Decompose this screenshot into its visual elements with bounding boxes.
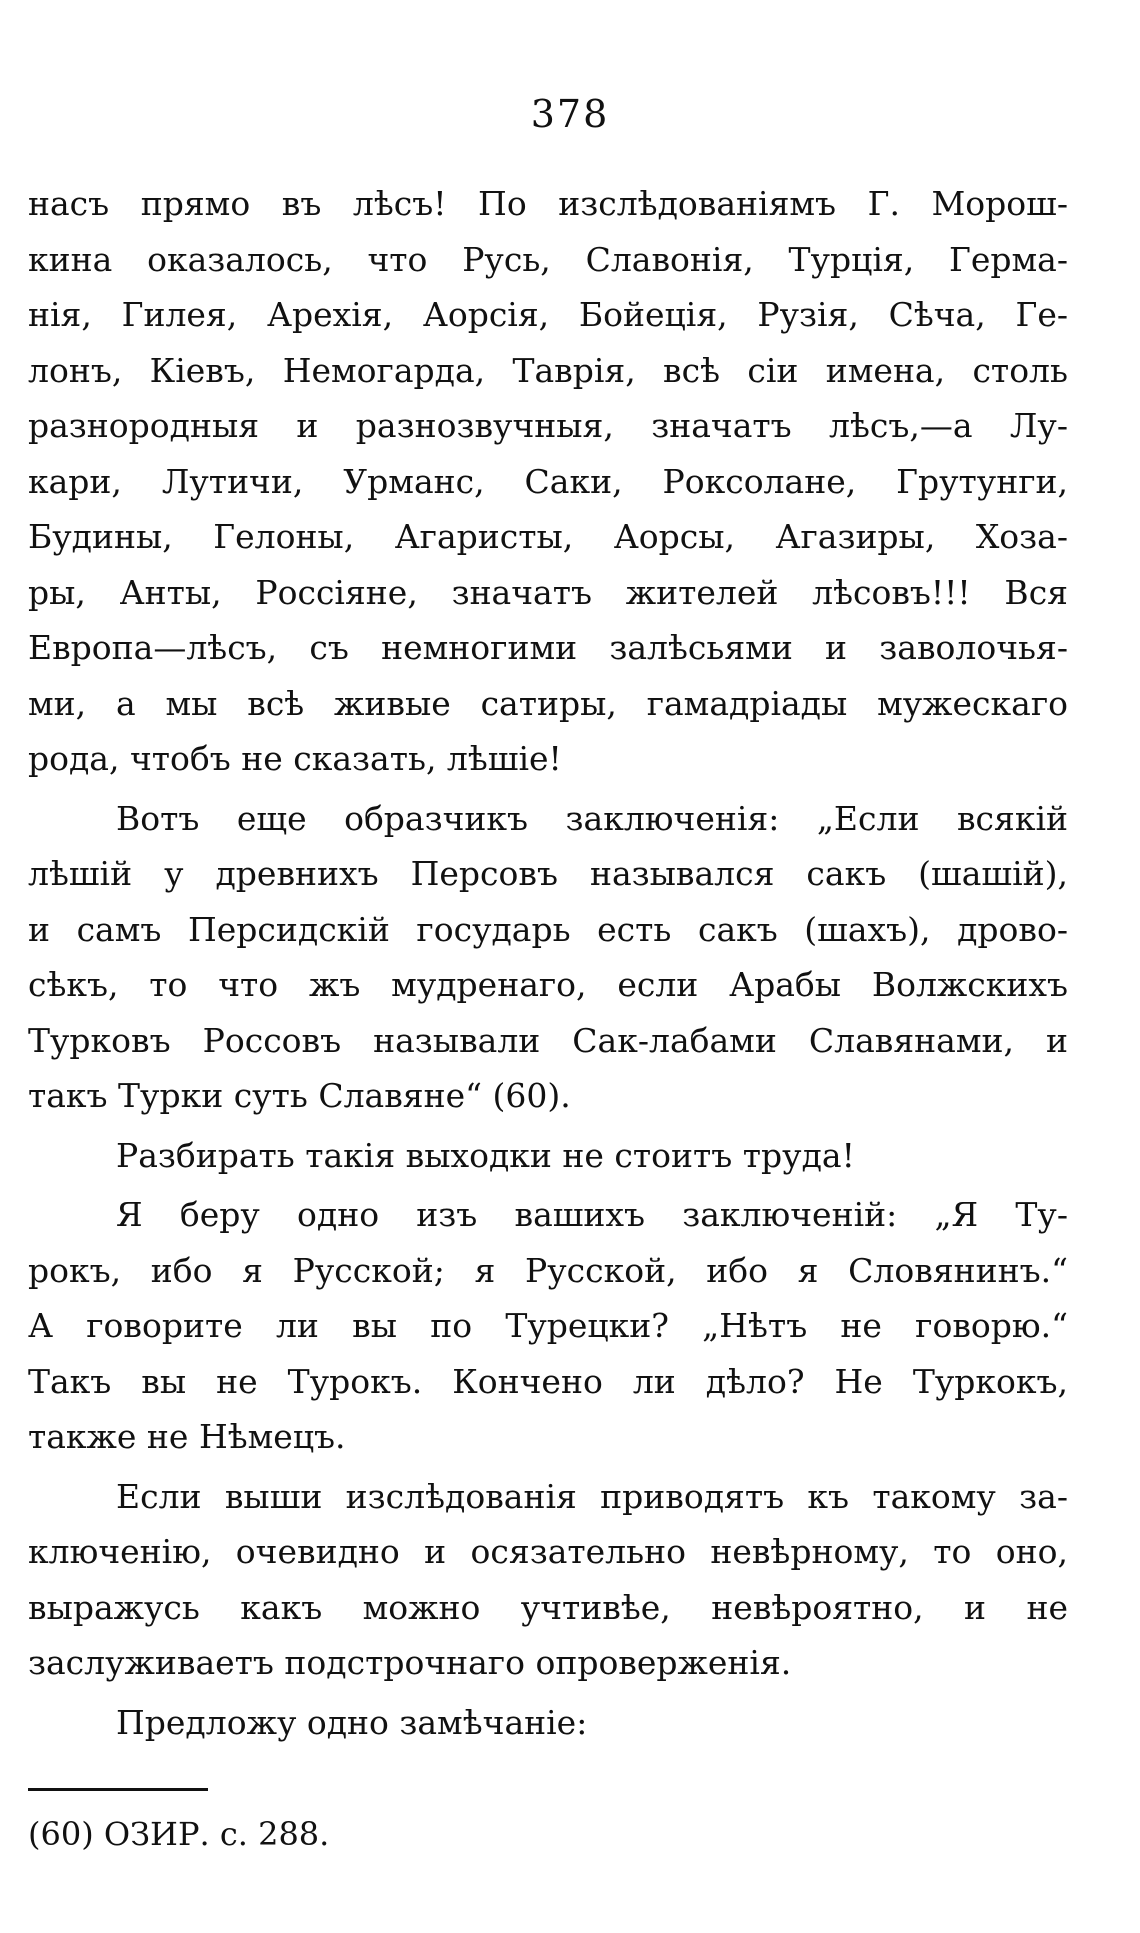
text-line: выражусь какъ можно учтивѣе, невѣроятно, и не	[28, 1587, 1068, 1627]
text-line: лонъ, Кiевъ, Немогарда, Таврiя, всѣ сiи имена, столь	[28, 350, 1068, 390]
text-line: заслуживаетъ подстрочнаго опроверженiя.	[28, 1643, 792, 1682]
text-line: Предложу одно замѣчанiе:	[116, 1702, 588, 1742]
text-line: кари, Лутичи, Урманс, Саки, Роксолане, Грутунги,	[28, 461, 1068, 501]
text-line: ми, а мы всѣ живые сатиры, гамадрiады мужескаго	[28, 683, 1068, 723]
text-line: разнородныя и разнозвучныя, значатъ лѣсъ,—а Лу-	[28, 406, 1068, 445]
page-number: 378	[530, 92, 610, 136]
text-line: Будины, Гелоны, Агаристы, Аорсы, Агазиры, Хоза-	[28, 517, 1068, 556]
text-line: сѣкъ, то что жъ мудренаго, если Арабы Волжскихъ	[28, 965, 1068, 1004]
text-line: Европа—лѣсъ, съ немногими залѣсьями и заволочья-	[28, 628, 1068, 667]
text-line: Если выши изслѣдованiя приводятъ къ такому за-	[116, 1476, 1068, 1516]
text-line: ры, Анты, Россiяне, значатъ жителей лѣсовъ!!! Вся	[28, 572, 1068, 612]
paragraph	[28, 1187, 1068, 1465]
paragraph	[28, 791, 1068, 1124]
text-line: Вотъ еще образчикъ заключенiя: „Если всякiй	[116, 798, 1068, 838]
paragraph	[28, 1695, 1068, 1751]
footnote-divider	[28, 1788, 208, 1791]
text-line: рода, чтобъ не сказать, лѣшiе!	[28, 739, 562, 778]
text-line: лѣшiй у древнихъ Персовъ назывался сакъ (шашiй),	[28, 854, 1068, 893]
text-line: насъ прямо въ лѣсъ! По изслѣдованiямъ Г. Морош-	[28, 184, 1068, 223]
text-line: рокъ, ибо я Русской; я Русской, ибо я Словянинъ.“	[28, 1250, 1068, 1290]
body-text	[28, 176, 1068, 1750]
text-line: такъ Турки суть Славяне“ (60).	[28, 1076, 571, 1115]
text-line: Разбирать такiя выходки не стоитъ труда!	[116, 1135, 855, 1175]
text-line: также не Нѣмецъ.	[28, 1417, 346, 1456]
text-line: ключенiю, очевидно и осязательно невѣрному, то оно,	[28, 1532, 1068, 1571]
text-line: Такъ вы не Турокъ. Кончено ли дѣло? Не Туркокъ,	[28, 1361, 1068, 1401]
paragraph	[28, 1469, 1068, 1691]
paragraph	[28, 1128, 1068, 1184]
text-line: и самъ Персидскiй государь есть сакъ (шахъ), дрово-	[28, 909, 1068, 949]
text-line: Я беру одно изъ вашихъ заключенiй: „Я Ту-	[116, 1195, 1068, 1234]
text-line: кина оказалось, что Русь, Славонiя, Турцiя, Герма-	[28, 239, 1068, 279]
text-line: нiя, Гилея, Арехiя, Аорсiя, Бойецiя, Рузiя, Сѣча, Ге-	[28, 295, 1068, 334]
text-line: Турковъ Россовъ называли Сак-лабами Славянами, и	[28, 1020, 1068, 1060]
footnote: (60) ОЗИР. с. 288.	[28, 1815, 330, 1853]
text-line: А говорите ли вы по Турецки? „Нѣтъ не говорю.“	[28, 1306, 1068, 1345]
paragraph	[28, 176, 1068, 787]
